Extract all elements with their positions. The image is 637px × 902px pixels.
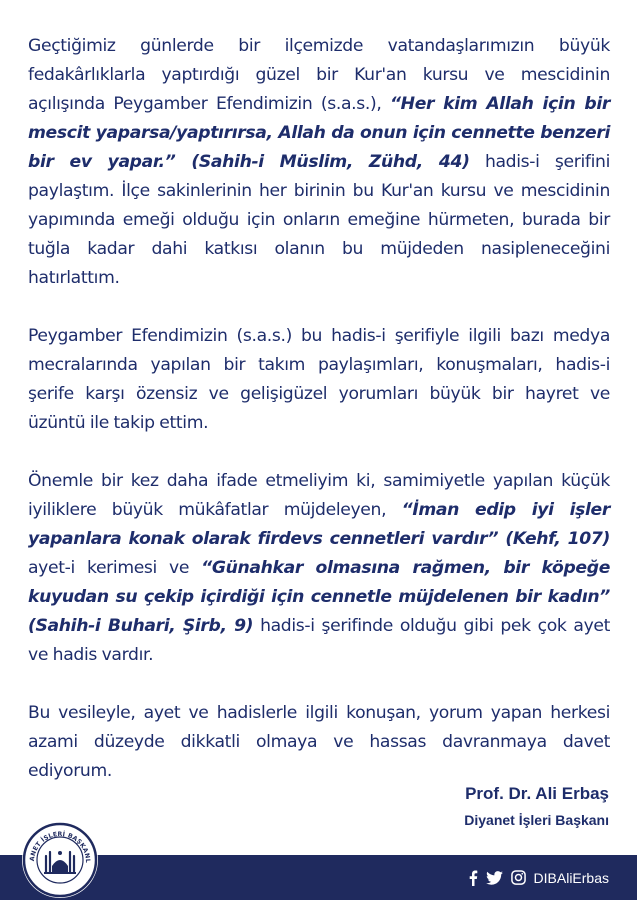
instagram-icon[interactable] [511, 870, 526, 885]
social-links [468, 855, 609, 900]
signature-name: Prof. Dr. Ali Erbaş [465, 784, 609, 803]
paragraph-4-text-1: Bu vesileyle, ayet ve hadislerle ilgili konuşan, yorum yapan herkesi azami düzeyde dikkatli olmaya ve hassas davranmaya davet ediyorum. [28, 703, 610, 781]
paragraph-2-text-1: Peygamber Efendimizin (s.a.s.) bu hadis-i şerifiyle ilgili bazı medya mecralarında yapılan bir takım paylaşımları, konuşmaları, hadis-i şerife karşı özensiz ve gelişigüzel yorumları büyük bir hayret ve üzüntü ile takip ettim. [28, 326, 610, 433]
diyanet-emblem-icon [22, 822, 98, 898]
paragraph-4 [28, 699, 610, 786]
paragraph-3-text-3: hadis-i şerifinde olduğu gibi pek çok ayet ve hadis vardır. [28, 616, 610, 665]
twitter-icon[interactable] [486, 871, 503, 885]
paragraph-1-text-2: hadis-i şerifini paylaştım. İlçe sakinlerinin her birinin bu Kur'an kursu ve mescidinin yapımında emeği olduğu için onların emeğine hürmeten, burada bir tuğla kadar dahi katkısı olanın bu müjdeden nasipleneceğini hatırlattım. [28, 152, 610, 288]
logo-ring-text: ANET İŞLERİ BAŞKANL [28, 830, 92, 864]
signature-title: Diyanet İşleri Başkanı [464, 812, 609, 828]
paragraph-3 [28, 467, 610, 670]
paragraph-3-text-1: Önemle bir kez daha ifade etmeliyim ki, samimiyetle yapılan küçük iyiliklere büyük mükâfatlar müjdeleyen, [28, 471, 610, 520]
diyanet-logo [22, 822, 98, 898]
social-handle[interactable]: DIBAliErbas [533, 869, 609, 886]
facebook-icon[interactable] [468, 870, 478, 886]
hadith-quote-mescit: “Her kim Allah için bir mescit yaparsa/yaptırırsa, Allah da onun için cennette benzeri bir ev yapar.” (Sahih-i Müslim, Zühd, 44) [28, 94, 610, 172]
verse-quote-kehf: “İman edip iyi işler yapanlara konak olarak firdevs cennetleri vardır” (Kehf, 107) [28, 500, 610, 549]
paragraph-1-text-1: Geçtiğimiz günlerde bir ilçemizde vatandaşlarımızın büyük fedakârlıklarla yaptırdığı güzel bir Kur'an kursu ve mescidinin açılışında Peygamber Efendimizin (s.a.s.), [28, 36, 610, 114]
paragraph-3-text-2: ayet-i kerimesi ve [28, 558, 202, 578]
paragraph-1 [28, 32, 610, 293]
paragraph-2 [28, 322, 610, 438]
letter-body [28, 32, 610, 786]
signature [464, 783, 609, 831]
hadith-quote-buhari: “Günahkar olmasına rağmen, bir köpeğe kuyudan su çekip içirdiği için cennetle müjdelenen bir kadın” (Sahih-i Buhari, Şirb, 9) [28, 558, 610, 636]
